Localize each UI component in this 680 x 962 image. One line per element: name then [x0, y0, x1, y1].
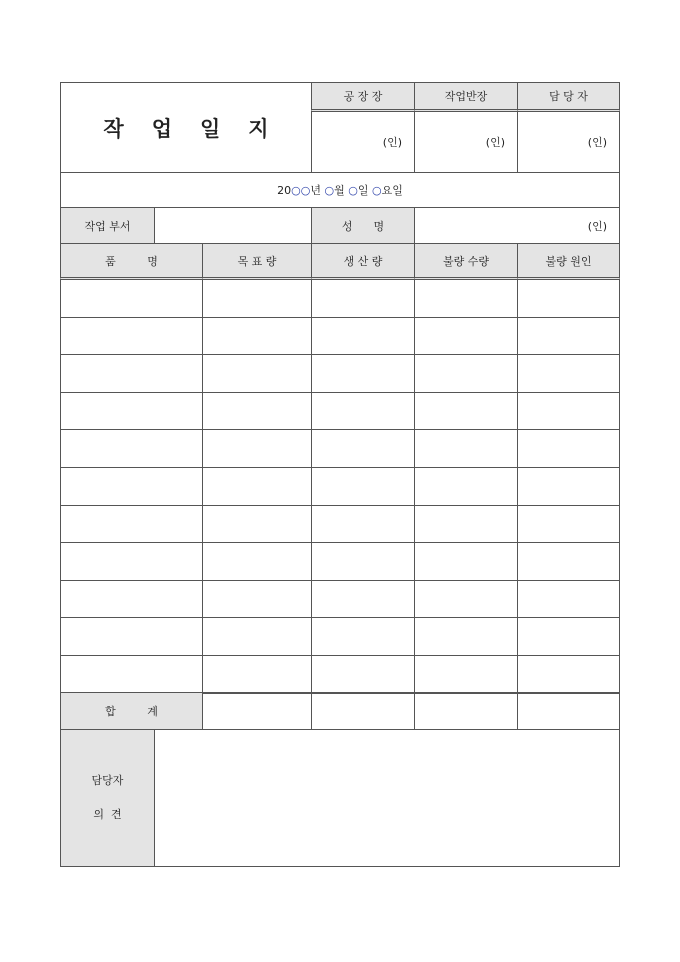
row-6-defect-qty-cell[interactable] — [414, 467, 518, 506]
row-3-target-cell[interactable] — [202, 354, 312, 393]
approval-role-person-in-charge: 담 당 자 — [517, 82, 620, 112]
opinion-field[interactable] — [154, 729, 620, 867]
row-9-product-cell[interactable] — [60, 580, 203, 619]
approval-role-factory-manager: 공 장 장 — [311, 82, 415, 112]
row-10-defect-qty-cell[interactable] — [414, 617, 518, 656]
row-2-production-cell[interactable] — [311, 317, 415, 356]
row-5-product-cell[interactable] — [60, 429, 203, 468]
dept-field[interactable] — [154, 207, 312, 244]
row-4-defect-qty-cell[interactable] — [414, 392, 518, 431]
opinion-label-line-1: 담당자 — [91, 774, 124, 787]
approval-role-team-leader: 작업반장 — [414, 82, 518, 112]
row-1-production-cell[interactable] — [311, 279, 415, 318]
name-field[interactable]: (인) — [414, 207, 620, 244]
row-6-product-cell[interactable] — [60, 467, 203, 506]
row-9-target-cell[interactable] — [202, 580, 312, 619]
row-10-production-cell[interactable] — [311, 617, 415, 656]
title-char: 지 — [248, 116, 269, 141]
row-5-defect-cause-cell[interactable] — [517, 429, 620, 468]
row-2-defect-qty-cell[interactable] — [414, 317, 518, 356]
row-7-production-cell[interactable] — [311, 505, 415, 544]
row-3-product-cell[interactable] — [60, 354, 203, 393]
date-line[interactable] — [60, 172, 620, 208]
row-4-product-cell[interactable] — [60, 392, 203, 431]
date-day-suffix: 일 — [357, 184, 369, 197]
row-10-defect-cause-cell[interactable] — [517, 617, 620, 656]
row-9-defect-qty-cell[interactable] — [414, 580, 518, 619]
row-4-production-cell[interactable] — [311, 392, 415, 431]
col-header-defect-qty: 불량 수량 — [414, 243, 518, 280]
dept-label: 작업 부서 — [60, 207, 155, 244]
col-header-production: 생 산 량 — [311, 243, 415, 280]
row-11-product-cell[interactable] — [60, 655, 203, 694]
col-header-defect-cause: 불량 원인 — [517, 243, 620, 280]
row-2-product-cell[interactable] — [60, 317, 203, 356]
row-2-target-cell[interactable] — [202, 317, 312, 356]
row-9-defect-cause-cell[interactable] — [517, 580, 620, 619]
row-2-defect-cause-cell[interactable] — [517, 317, 620, 356]
name-label: 성 명 — [311, 207, 415, 244]
opinion-label — [60, 729, 155, 867]
row-3-defect-qty-cell[interactable] — [414, 354, 518, 393]
total-defect-qty[interactable] — [414, 692, 518, 730]
row-11-defect-cause-cell[interactable] — [517, 655, 620, 694]
title-char: 일 — [200, 116, 221, 141]
date-weekday-blank: ○ — [371, 183, 382, 197]
row-7-defect-qty-cell[interactable] — [414, 505, 518, 544]
date-year-blank: ○○ — [291, 183, 311, 197]
date-year-prefix: 20 — [277, 183, 292, 197]
row-8-target-cell[interactable] — [202, 542, 312, 581]
row-3-production-cell[interactable] — [311, 354, 415, 393]
row-6-target-cell[interactable] — [202, 467, 312, 506]
total-production[interactable] — [311, 692, 415, 730]
row-4-target-cell[interactable] — [202, 392, 312, 431]
row-5-defect-qty-cell[interactable] — [414, 429, 518, 468]
col-header-product: 품 명 — [60, 243, 203, 280]
date-weekday-suffix: 요일 — [381, 184, 403, 197]
row-6-production-cell[interactable] — [311, 467, 415, 506]
row-1-defect-qty-cell[interactable] — [414, 279, 518, 318]
row-3-defect-cause-cell[interactable] — [517, 354, 620, 393]
date-year-suffix: 년 — [310, 184, 321, 197]
title-char: 업 — [151, 116, 172, 141]
row-8-defect-qty-cell[interactable] — [414, 542, 518, 581]
row-8-production-cell[interactable] — [311, 542, 415, 581]
row-8-defect-cause-cell[interactable] — [517, 542, 620, 581]
row-1-defect-cause-cell[interactable] — [517, 279, 620, 318]
row-7-defect-cause-cell[interactable] — [517, 505, 620, 544]
work-log-form — [60, 82, 620, 867]
row-7-product-cell[interactable] — [60, 505, 203, 544]
row-10-target-cell[interactable] — [202, 617, 312, 656]
total-defect-cause[interactable] — [517, 692, 620, 730]
row-10-product-cell[interactable] — [60, 617, 203, 656]
row-6-defect-cause-cell[interactable] — [517, 467, 620, 506]
total-target[interactable] — [202, 692, 312, 730]
row-11-defect-qty-cell[interactable] — [414, 655, 518, 694]
date-month-suffix: 월 — [334, 184, 345, 197]
row-4-defect-cause-cell[interactable] — [517, 392, 620, 431]
approval-seal-team-leader[interactable]: (인) — [414, 111, 518, 173]
row-8-product-cell[interactable] — [60, 542, 203, 581]
row-11-production-cell[interactable] — [311, 655, 415, 694]
date-month-blank: ○ — [324, 183, 335, 197]
date-day-blank: ○ — [348, 183, 358, 197]
row-1-product-cell[interactable] — [60, 279, 203, 318]
col-header-target: 목 표 량 — [202, 243, 312, 280]
approval-seal-factory-manager[interactable]: (인) — [311, 111, 415, 173]
row-5-target-cell[interactable] — [202, 429, 312, 468]
title-char: 작 — [103, 116, 124, 141]
row-9-production-cell[interactable] — [311, 580, 415, 619]
approval-seal-person-in-charge[interactable]: (인) — [517, 111, 620, 173]
row-11-target-cell[interactable] — [202, 655, 312, 694]
opinion-label-line-2: 의 견 — [93, 808, 122, 821]
row-5-production-cell[interactable] — [311, 429, 415, 468]
form-title — [60, 82, 312, 173]
total-label: 합 계 — [60, 692, 203, 730]
row-1-target-cell[interactable] — [202, 279, 312, 318]
row-7-target-cell[interactable] — [202, 505, 312, 544]
